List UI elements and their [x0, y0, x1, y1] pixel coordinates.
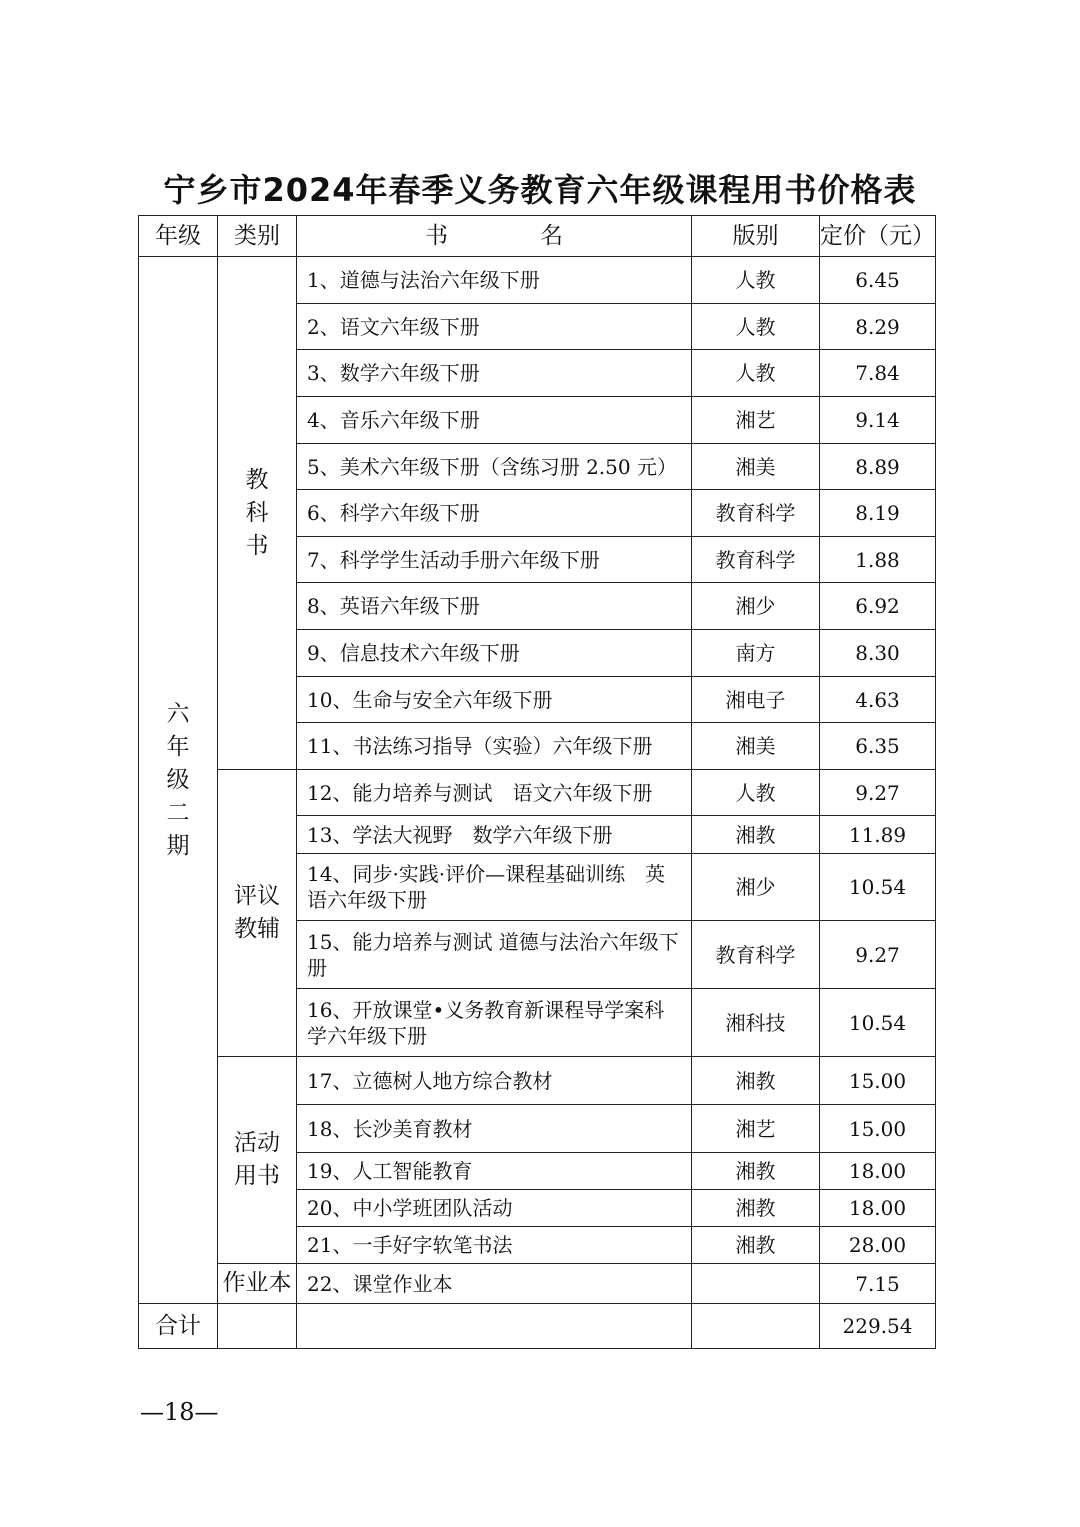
table-row — [139, 257, 936, 304]
price: 10.54 — [820, 854, 936, 921]
header-price: 定价（元） — [820, 216, 936, 257]
book-name: 2、语文六年级下册 — [297, 304, 692, 350]
book-name: 5、美术六年级下册（含练习册 2.50 元） — [297, 444, 692, 490]
publisher: 湘教 — [692, 1057, 820, 1105]
publisher: 人教 — [692, 257, 820, 304]
table-header-row — [139, 216, 936, 257]
book-name: 13、学法大视野 数学六年级下册 — [297, 816, 692, 854]
total-empty-cell — [218, 1304, 297, 1349]
book-name: 14、同步·实践·评价—课程基础训练 英语六年级下册 — [297, 854, 692, 921]
book-name: 1、道德与法治六年级下册 — [297, 257, 692, 304]
price: 18.00 — [820, 1153, 936, 1190]
publisher: 教育科学 — [692, 537, 820, 583]
book-name: 10、生命与安全六年级下册 — [297, 677, 692, 723]
publisher: 教育科学 — [692, 490, 820, 537]
book-name: 11、书法练习指导（实验）六年级下册 — [297, 723, 692, 770]
price: 8.29 — [820, 304, 936, 350]
price: 9.27 — [820, 770, 936, 816]
price: 6.92 — [820, 583, 936, 630]
price: 8.89 — [820, 444, 936, 490]
book-name: 17、立德树人地方综合教材 — [297, 1057, 692, 1105]
price: 10.54 — [820, 989, 936, 1057]
price: 7.15 — [820, 1264, 936, 1304]
total-label: 合计 — [139, 1304, 218, 1349]
publisher: 湘教 — [692, 816, 820, 854]
book-name: 16、开放课堂•义务教育新课程导学案科学六年级下册 — [297, 989, 692, 1057]
book-name: 15、能力培养与测试 道德与法治六年级下册 — [297, 921, 692, 989]
price: 9.14 — [820, 397, 936, 444]
book-name: 6、科学六年级下册 — [297, 490, 692, 537]
grade-cell — [139, 257, 218, 1304]
category-cell-review-aids — [218, 770, 297, 1057]
price: 8.19 — [820, 490, 936, 537]
publisher: 南方 — [692, 630, 820, 677]
total-empty-cell — [692, 1304, 820, 1349]
book-name: 4、音乐六年级下册 — [297, 397, 692, 444]
book-name: 20、中小学班团队活动 — [297, 1190, 692, 1227]
publisher: 湘教 — [692, 1190, 820, 1227]
book-name: 8、英语六年级下册 — [297, 583, 692, 630]
book-name: 19、人工智能教育 — [297, 1153, 692, 1190]
publisher: 湘教 — [692, 1153, 820, 1190]
book-name: 18、长沙美育教材 — [297, 1105, 692, 1153]
publisher: 湘美 — [692, 444, 820, 490]
publisher: 湘美 — [692, 723, 820, 770]
category-label: 作业本 — [222, 1270, 292, 1296]
table-row — [139, 1057, 936, 1105]
price: 15.00 — [820, 1105, 936, 1153]
book-name: 7、科学学生活动手册六年级下册 — [297, 537, 692, 583]
category-cell-workbook — [218, 1264, 297, 1304]
price: 15.00 — [820, 1057, 936, 1105]
page-title: 宁乡市2024年春季义务教育六年级课程用书价格表 — [163, 171, 917, 209]
header-grade: 年级 — [139, 216, 218, 257]
book-name: 3、数学六年级下册 — [297, 350, 692, 397]
total-price: 229.54 — [820, 1304, 936, 1349]
total-row — [139, 1304, 936, 1349]
publisher: 湘艺 — [692, 397, 820, 444]
page-number: —18— — [140, 1398, 219, 1426]
total-empty-cell — [297, 1304, 692, 1349]
publisher: 人教 — [692, 350, 820, 397]
table-row — [139, 770, 936, 816]
book-name: 22、课堂作业本 — [297, 1264, 692, 1304]
book-name: 21、一手好字软笔书法 — [297, 1227, 692, 1264]
publisher: 湘科技 — [692, 989, 820, 1057]
category-label: 教科书 — [245, 466, 269, 559]
publisher: 湘电子 — [692, 677, 820, 723]
publisher: 湘艺 — [692, 1105, 820, 1153]
category-cell-textbook — [218, 257, 297, 770]
grade-label: 六年级二期 — [166, 700, 190, 859]
publisher: 人教 — [692, 304, 820, 350]
price: 6.45 — [820, 257, 936, 304]
header-publisher: 版别 — [692, 216, 820, 257]
publisher — [692, 1264, 820, 1304]
price-table — [138, 215, 936, 1349]
book-name: 9、信息技术六年级下册 — [297, 630, 692, 677]
header-category: 类别 — [218, 216, 297, 257]
header-book-name: 书 名 — [297, 216, 692, 257]
publisher: 人教 — [692, 770, 820, 816]
table-row — [139, 1264, 936, 1304]
price: 11.89 — [820, 816, 936, 854]
price: 18.00 — [820, 1190, 936, 1227]
category-cell-activity-books — [218, 1057, 297, 1264]
price: 28.00 — [820, 1227, 936, 1264]
price: 9.27 — [820, 921, 936, 989]
publisher: 湘教 — [692, 1227, 820, 1264]
publisher: 湘少 — [692, 854, 820, 921]
price: 6.35 — [820, 723, 936, 770]
category-label: 评议教辅 — [234, 883, 280, 942]
price: 4.63 — [820, 677, 936, 723]
book-name: 12、能力培养与测试 语文六年级下册 — [297, 770, 692, 816]
price: 7.84 — [820, 350, 936, 397]
price: 1.88 — [820, 537, 936, 583]
publisher: 湘少 — [692, 583, 820, 630]
category-label: 活动用书 — [234, 1130, 280, 1189]
publisher: 教育科学 — [692, 921, 820, 989]
price: 8.30 — [820, 630, 936, 677]
